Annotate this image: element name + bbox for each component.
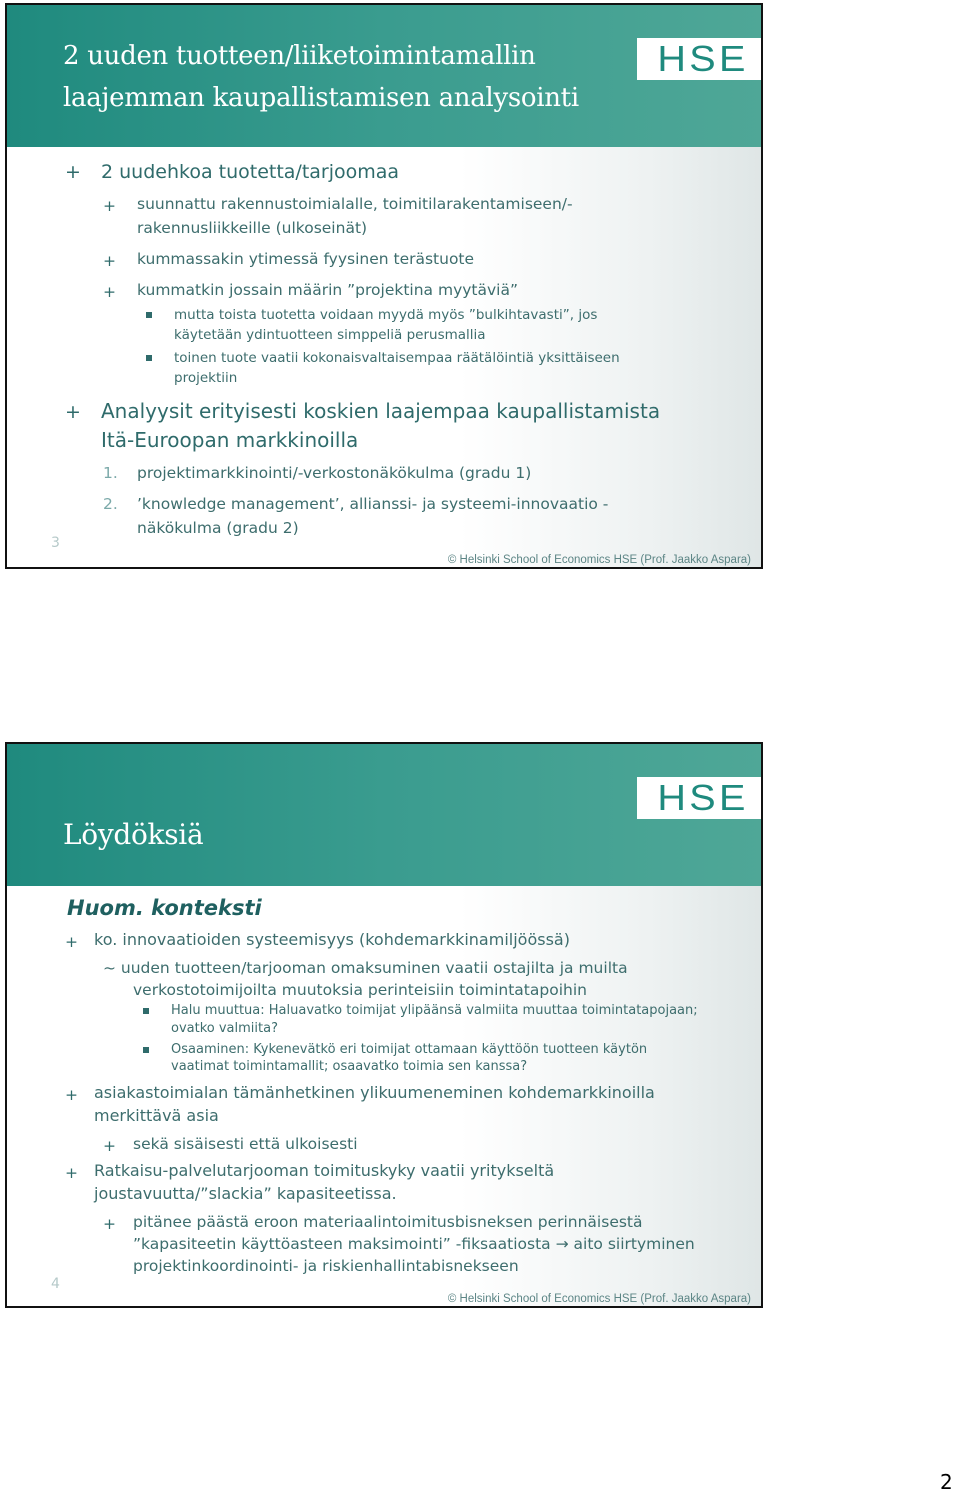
plus-bullet-icon: + bbox=[65, 161, 81, 183]
bullet-text: Analyysit erityisesti koskien laajempaa kaupallistamista bbox=[101, 399, 661, 423]
bullet-text: verkostotoimijoilta muutoksia perinteisiin toimintatapoihin bbox=[133, 981, 587, 999]
slide-3 bbox=[5, 3, 763, 569]
bullet-text: Osaaminen: Kykenevätkö eri toimijat ottamaan käyttöön tuotteen käytön bbox=[171, 1042, 648, 1057]
hse-logo: HSE bbox=[637, 38, 763, 80]
bullet-text-line bbox=[133, 1235, 695, 1253]
bullet-text: projektinkoordinointi- ja riskienhallintabisnekseen bbox=[133, 1257, 519, 1275]
bullet-text: projektiin bbox=[174, 370, 238, 386]
slide-4 bbox=[5, 742, 763, 1308]
plus-bullet-icon: + bbox=[103, 252, 116, 270]
footer-copyright: © Helsinki School of Economics HSE (Prof. Jaakko Aspara) bbox=[447, 1293, 751, 1305]
bullet-text: joustavuutta/”slackia” kapasiteetissa. bbox=[94, 1184, 397, 1203]
list-item-text: ’knowledge management’, allianssi- ja systeemi-innovaatio - bbox=[137, 495, 609, 513]
square-bullet-icon bbox=[146, 312, 152, 318]
bullet-text: vaatimat toimintamallit; osaavatko toimia sen kanssa? bbox=[171, 1059, 528, 1074]
section-heading: Huom. konteksti bbox=[67, 896, 262, 920]
bullet-text: Itä-Euroopan markkinoilla bbox=[101, 428, 359, 452]
page-number: 2 bbox=[940, 1470, 953, 1494]
slide-title: Löydöksiä bbox=[63, 818, 204, 851]
bullet-text: mutta toista tuotetta voidaan myydä myös ”bulkihtavasti”, jos bbox=[174, 307, 598, 323]
bullet-text: asiakastoimialan tämänhetkinen ylikuumeneminen kohdemarkkinoilla bbox=[94, 1083, 655, 1102]
bullet-text: merkittävä asia bbox=[94, 1106, 219, 1125]
bullet-text: käytetään ydintuotteen simppeliä perusmallia bbox=[174, 327, 486, 343]
plus-bullet-icon: + bbox=[65, 1164, 78, 1182]
list-number: 1. bbox=[103, 464, 118, 482]
footer-copyright: © Helsinki School of Economics HSE (Prof. Jaakko Aspara) bbox=[447, 554, 751, 566]
bullet-text: suunnattu rakennustoimialalle, toimitilarakentamiseen/- bbox=[137, 195, 573, 213]
bullet-text: rakennusliikkeille (ulkoseinät) bbox=[137, 219, 368, 237]
arrow-right-icon: → bbox=[555, 1235, 569, 1253]
square-bullet-icon bbox=[146, 355, 152, 361]
bullet-text: ~ uuden tuotteen/tarjooman omaksuminen vaatii ostajilta ja muilta bbox=[103, 959, 628, 977]
list-item-text: projektimarkkinointi/-verkostonäkökulma (gradu 1) bbox=[137, 464, 532, 482]
plus-bullet-icon: + bbox=[65, 933, 78, 951]
bullet-text: sekä sisäisesti että ulkoisesti bbox=[133, 1135, 358, 1153]
list-number: 2. bbox=[103, 495, 118, 513]
bullet-text: 2 uudehkoa tuotetta/tarjoomaa bbox=[101, 161, 400, 183]
bullet-text: Ratkaisu-palvelutarjooman toimituskyky vaatii yritykseltä bbox=[94, 1161, 555, 1180]
slide-title-line1: 2 uuden tuotteen/liiketoimintamallin bbox=[63, 41, 536, 71]
slide-title-line2: laajemman kaupallistamisen analysointi bbox=[63, 83, 579, 113]
plus-bullet-icon: + bbox=[103, 1215, 116, 1233]
bullet-text: Halu muuttua: Haluavatko toimijat ylipäänsä valmiita muuttaa toimintatapojaan; bbox=[171, 1003, 698, 1018]
plus-bullet-icon: + bbox=[103, 283, 116, 301]
plus-bullet-icon: + bbox=[65, 401, 81, 423]
bullet-text: kummatkin jossain määrin ”projektina myytäviä” bbox=[137, 281, 519, 299]
slide-number: 4 bbox=[51, 1276, 60, 1292]
bullet-text: toinen tuote vaatii kokonaisvaltaisempaa räätälöintiä yksittäiseen bbox=[174, 350, 620, 366]
plus-bullet-icon: + bbox=[65, 1086, 78, 1104]
bullet-text: kummassakin ytimessä fyysinen terästuote bbox=[137, 250, 475, 268]
bullet-text: pitänee päästä eroon materiaalintoimitusbisneksen perinnäisestä bbox=[133, 1213, 643, 1231]
list-item-text: näkökulma (gradu 2) bbox=[137, 519, 299, 537]
slide-number: 3 bbox=[51, 535, 60, 551]
square-bullet-icon bbox=[143, 1008, 149, 1014]
bullet-text: ko. innovaatioiden systeemisyys (kohdemarkkinamiljöössä) bbox=[94, 930, 570, 949]
bullet-text: ovatko valmiita? bbox=[171, 1021, 278, 1036]
plus-bullet-icon: + bbox=[103, 197, 116, 215]
bullet-text: aito siirtyminen bbox=[573, 1235, 695, 1253]
plus-bullet-icon: + bbox=[103, 1137, 116, 1155]
square-bullet-icon bbox=[143, 1047, 149, 1053]
bullet-text: ”kapasiteetin käyttöasteen maksimointi” -fiksaatiosta bbox=[133, 1235, 551, 1253]
hse-logo: HSE bbox=[637, 777, 763, 819]
